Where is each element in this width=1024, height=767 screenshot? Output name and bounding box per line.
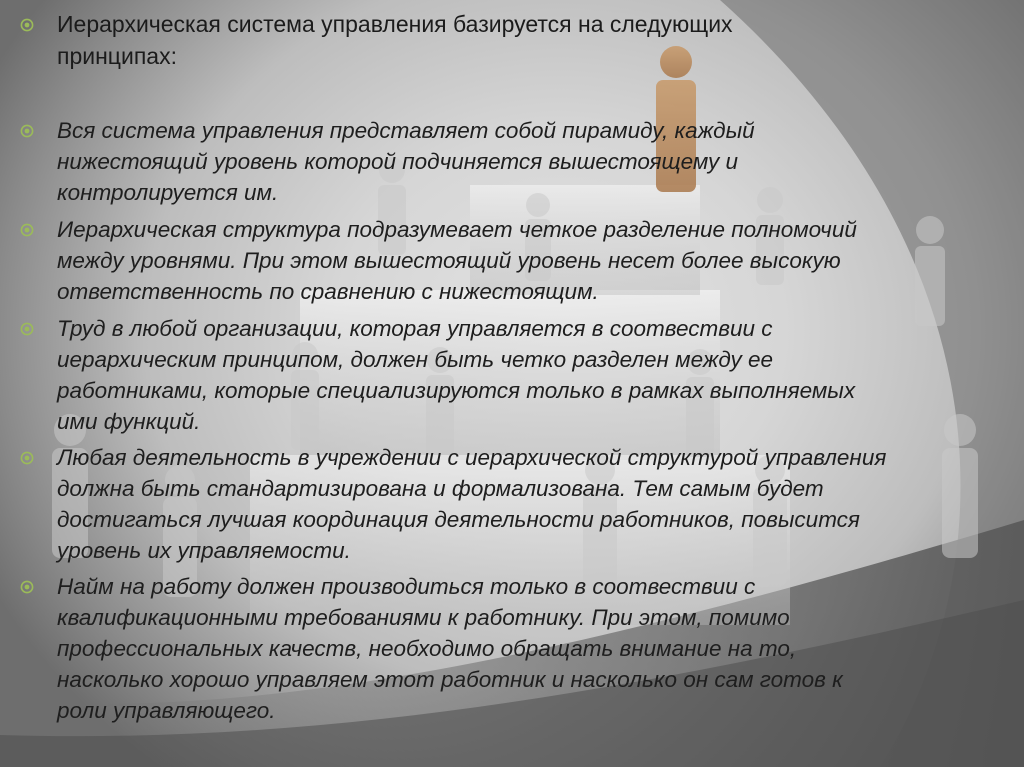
circle-bullet-icon (20, 124, 34, 138)
bullet-text: Иерархическая структура подразумевает четкое разделение полномочий между уровнями. При этом вышестоящий уровень несет более высокую ответственность по сравнению с нижестоящим. (57, 217, 857, 304)
circle-bullet-icon (20, 223, 34, 237)
circle-bullet-icon (20, 322, 34, 336)
bullet-text: Найм на работу должен производиться только в соотвествии с квалификационными требованиями к работнику. При этом, помимо профессиональных качеств, необходимо обращать внимание на то, насколько хорошо управляем этот работник и насколько он сам готов к роли управляющего. (57, 574, 843, 723)
circle-bullet-icon (20, 451, 34, 465)
slide-heading: Иерархическая система управления базируется на следующих принципах: (57, 11, 733, 69)
bullet-text: Труд в любой организации, которая управляется в соотвествии с иерархическим принципом, должен быть четко разделен между ее работниками, которые специализируются только в рамках выполняемых ими функций. (57, 316, 856, 434)
circle-bullet-icon (20, 18, 34, 32)
bullet-text: Любая деятельность в учреждении с иерархической структурой управления должна быть стандартизирована и формализована. Тем самым будет достигаться лучшая координация деятельности работников, повысится уровень их управляемости. (57, 445, 887, 563)
bullet-text: Вся система управления представляет собой пирамиду, каждый нижестоящий уровень которой подчиняется вышестоящему и контролируется им. (57, 118, 755, 205)
circle-bullet-icon (20, 580, 34, 594)
